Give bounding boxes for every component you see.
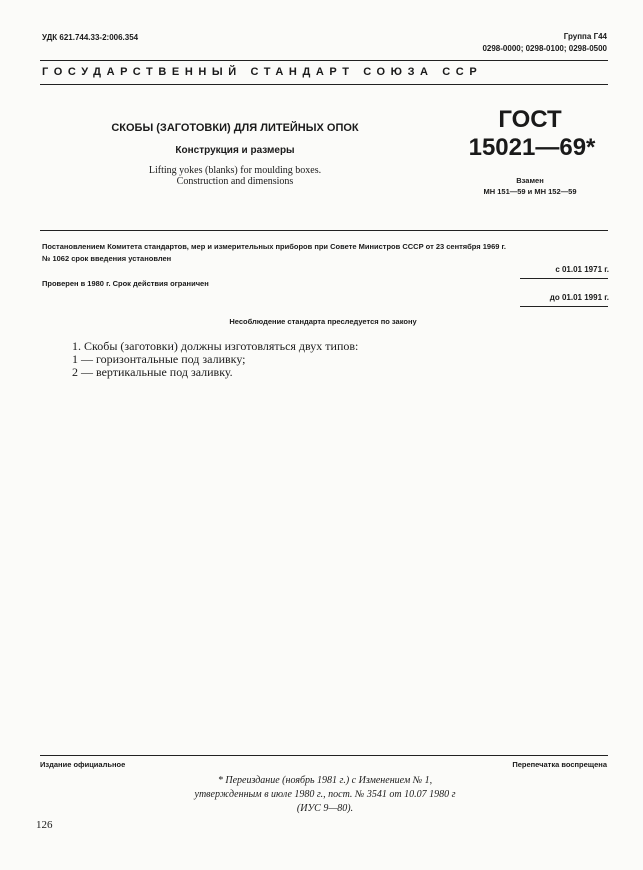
group-label: Группа Г44 — [563, 32, 607, 41]
page-number: 126 — [36, 819, 53, 831]
main-text-line3: 2 — вертикальные под заливку. — [72, 365, 233, 379]
decree-line1: Постановлением Комитета стандартов, мер и измерительных приборов при Совете Министров СССР от 23 сентября 1969 г. — [42, 242, 506, 251]
official-edition-label: Издание официальное — [40, 760, 126, 769]
valid-until-date: до 01.01 1991 г. — [549, 293, 609, 302]
top-rule — [40, 60, 608, 61]
english-title-line2: Construction and dimensions — [176, 176, 294, 187]
footer-rule — [40, 755, 608, 756]
from-date-rule — [520, 278, 608, 279]
checked-note: Проверен в 1980 г. Срок действия ограничен — [42, 279, 209, 288]
gost-number: 15021—69* — [468, 134, 596, 161]
decree-text — [42, 241, 612, 265]
effective-from-date: с 01.01 1971 г. — [555, 265, 609, 274]
gost-label: ГОСТ — [498, 106, 562, 133]
group-block — [482, 31, 607, 55]
replaces-block — [460, 175, 600, 197]
main-text — [72, 340, 358, 379]
main-text-line1: 1. Скобы (заготовки) должны изготовляться двух типов: — [72, 339, 359, 353]
english-title — [40, 165, 430, 187]
classifier-codes: 0298-0000; 0298-0100; 0298-0500 — [482, 44, 607, 53]
footnote-line3: (ИУС 9—80). — [296, 803, 354, 814]
udk-code: УДК 621.744.33-2:006.354 — [42, 33, 139, 42]
footnote-line1: * Переиздание (ноябрь 1981 г.) с Изменением № 1, — [217, 775, 433, 786]
reissue-footnote — [160, 774, 490, 816]
footnote-line2: утвержденным в июле 1980 г., пост. № 3541 от 10.07 1980 г — [194, 789, 456, 800]
document-title: СКОБЫ (ЗАГОТОВКИ) ДЛЯ ЛИТЕЙНЫХ ОПОК — [111, 122, 359, 134]
banner-rule — [40, 84, 608, 85]
to-date-rule — [520, 306, 608, 307]
decree-line2: № 1062 срок введения установлен — [42, 254, 172, 263]
main-text-line2: 1 — горизонтальные под заливку; — [72, 352, 246, 366]
english-title-line1: Lifting yokes (blanks) for moulding boxes. — [148, 165, 322, 176]
state-standard-banner: ГОСУДАРСТВЕННЫЙ СТАНДАРТ СОЮЗА ССР — [42, 66, 483, 78]
replaces-value: МН 151—59 и МН 152—59 — [483, 187, 577, 196]
reprint-prohibited-label: Перепечатка воспрещена — [512, 760, 607, 769]
replaces-label: Взамен — [516, 176, 544, 185]
meta-rule — [40, 230, 608, 231]
legal-notice: Несоблюдение стандарта преследуется по закону — [229, 317, 417, 326]
document-subtitle: Конструкция и размеры — [175, 145, 295, 156]
